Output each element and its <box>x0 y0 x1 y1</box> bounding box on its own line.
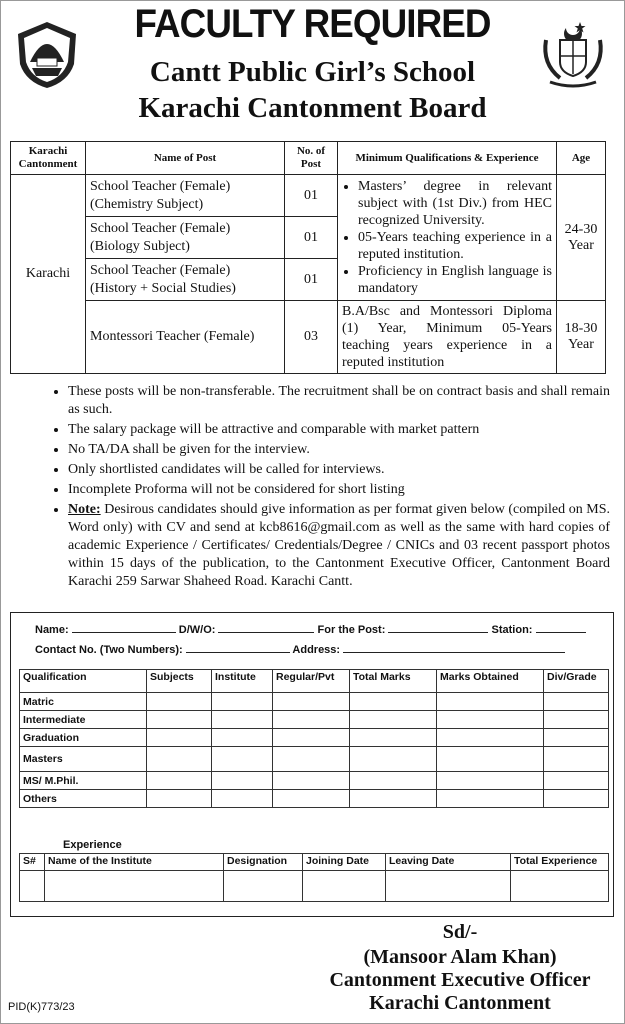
form-cell[interactable] <box>350 693 437 711</box>
exp-col-header: Designation <box>224 854 303 871</box>
form-cell[interactable] <box>350 772 437 790</box>
name-field[interactable] <box>72 621 176 633</box>
location-cell: Karachi <box>11 175 86 374</box>
note-item: • No TA/DA shall be given for the interview. <box>68 441 610 459</box>
table-row <box>20 772 609 790</box>
form-cell[interactable] <box>273 790 350 808</box>
note-label: Note: <box>68 502 101 517</box>
experience-title: Experience <box>63 839 122 851</box>
form-cell[interactable] <box>350 729 437 747</box>
col-header-cantonment: Karachi Cantonment <box>11 142 86 175</box>
col-header-count: No. of Post <box>285 142 338 175</box>
pid-number: PID(K)773/23 <box>8 1001 75 1013</box>
qual-row-label: Matric <box>20 693 147 711</box>
qual-col-header: Regular/Pvt <box>273 670 350 693</box>
age-cell: 24-30 Year <box>557 175 606 301</box>
dwo-field[interactable] <box>218 621 314 633</box>
exp-col-header: Name of the Institute <box>45 854 224 871</box>
form-cell[interactable] <box>147 790 212 808</box>
address-label: Address: <box>292 644 341 656</box>
form-cell[interactable] <box>386 871 511 902</box>
form-cell[interactable] <box>350 747 437 772</box>
note-item: • Incomplete Proforma will not be considered for short listing <box>68 481 610 499</box>
form-cell[interactable] <box>147 693 212 711</box>
col-header-qualifications: Minimum Qualifications & Experience <box>338 142 557 175</box>
form-cell[interactable] <box>437 729 544 747</box>
board-name: Karachi Cantonment Board <box>138 92 487 124</box>
age-cell: 18-30 Year <box>557 301 606 374</box>
form-cell[interactable] <box>350 711 437 729</box>
form-cell[interactable] <box>20 871 45 902</box>
qual-row-label: Graduation <box>20 729 147 747</box>
table-row <box>20 871 609 902</box>
form-cell[interactable] <box>544 747 609 772</box>
form-cell[interactable] <box>544 772 609 790</box>
form-cell[interactable] <box>511 871 609 902</box>
table-row <box>20 693 609 711</box>
post-name: School Teacher (Female) (Biology Subject) <box>86 217 285 259</box>
application-proforma <box>10 612 614 917</box>
form-cell[interactable] <box>437 790 544 808</box>
post-count: 01 <box>285 217 338 259</box>
notes-list <box>22 383 610 593</box>
ad-title: FACULTY REQUIRED <box>134 2 491 46</box>
col-header-age: Age <box>557 142 606 175</box>
qual-col-header: Div/Grade <box>544 670 609 693</box>
note-item: • Only shortlisted candidates will be called for interviews. <box>68 461 610 479</box>
form-cell[interactable] <box>212 729 273 747</box>
note-item: • The salary package will be attractive and comparable with market pattern <box>68 421 610 439</box>
qualification-item: • Proficiency in English language is mandatory <box>358 263 552 297</box>
exp-col-header: S# <box>20 854 45 871</box>
post-field[interactable] <box>388 621 488 633</box>
form-cell[interactable] <box>147 711 212 729</box>
signature-sd: Sd/- <box>442 921 478 943</box>
form-cell[interactable] <box>350 790 437 808</box>
qual-col-header: Total Marks <box>350 670 437 693</box>
signatory-office: Karachi Cantonment <box>369 992 551 1014</box>
form-cell[interactable] <box>437 693 544 711</box>
form-cell[interactable] <box>224 871 303 902</box>
form-cell[interactable] <box>147 729 212 747</box>
table-row <box>20 747 609 772</box>
form-cell[interactable] <box>544 790 609 808</box>
form-cell[interactable] <box>273 772 350 790</box>
pakistan-state-emblem-icon <box>536 18 610 92</box>
form-cell[interactable] <box>437 747 544 772</box>
col-header-post: Name of Post <box>86 142 285 175</box>
form-cell[interactable] <box>147 747 212 772</box>
qual-row-label: Masters <box>20 747 147 772</box>
table-row <box>20 729 609 747</box>
address-field[interactable] <box>343 641 565 653</box>
form-cell[interactable] <box>437 711 544 729</box>
form-cell[interactable] <box>303 871 386 902</box>
form-cell[interactable] <box>212 693 273 711</box>
table-row <box>11 301 606 374</box>
table-row <box>20 790 609 808</box>
qualifications-cell <box>338 175 557 301</box>
vacancy-table <box>10 141 606 374</box>
experience-table <box>19 853 609 902</box>
school-name: Cantt Public Girl’s School <box>149 56 476 88</box>
contact-label: Contact No. (Two Numbers): <box>35 644 183 656</box>
qual-col-header: Subjects <box>147 670 212 693</box>
note-item: • These posts will be non-transferable. The recruitment shall be on contract basis and shall remain as such. <box>68 383 610 419</box>
qual-row-label: MS/ M.Phil. <box>20 772 147 790</box>
post-count: 01 <box>285 259 338 301</box>
qualification-item: • Masters’ degree in relevant subject with (1st Div.) from HEC recognized University. <box>358 178 552 229</box>
form-cell[interactable] <box>45 871 224 902</box>
montessori-qualification: B.A/Bsc and Montessori Diploma (1) Year, Minimum 05-Years teaching years experience in a reputed institution <box>338 301 557 374</box>
form-cell[interactable] <box>544 693 609 711</box>
table-row <box>20 711 609 729</box>
signatory-title: Cantonment Executive Officer <box>329 969 591 991</box>
contact-field[interactable] <box>186 641 290 653</box>
qual-col-header: Institute <box>212 670 273 693</box>
post-name: School Teacher (Female) (History + Social Studies) <box>86 259 285 301</box>
form-cell[interactable] <box>544 729 609 747</box>
qual-row-label: Intermediate <box>20 711 147 729</box>
qual-row-label: Others <box>20 790 147 808</box>
table-header-row <box>11 142 606 175</box>
post-name: Montessori Teacher (Female) <box>86 301 285 374</box>
qual-header-row <box>20 670 609 693</box>
form-cell[interactable] <box>437 772 544 790</box>
note-item <box>68 501 610 591</box>
form-cell[interactable] <box>544 711 609 729</box>
cantonment-board-emblem-icon <box>10 18 84 92</box>
post-count: 01 <box>285 175 338 217</box>
exp-col-header: Total Experience <box>511 854 609 871</box>
form-cell[interactable] <box>212 772 273 790</box>
post-label: For the Post: <box>317 624 386 636</box>
signatory-name: (Mansoor Alam Khan) <box>363 946 557 968</box>
form-cell[interactable] <box>147 772 212 790</box>
note-text: Desirous candidates should give information as per format given below (compiled on MS. Word only) with CV and send at kcb8616@gmail.com as well as the same with hard copies of academic Experience / Certificates/ Credentials/Degree / CNICs and 03 recent passport photos within 15 days of the publication, to the Cantonment Executive Officer, Cantonment Board Karachi 259 Sarwar Shaheed Road. Karachi Cantt. <box>68 502 610 589</box>
qualification-item: • 05-Years teaching experience in a reputed institution. <box>358 229 552 263</box>
form-cell[interactable] <box>273 693 350 711</box>
qual-col-header: Qualification <box>20 670 147 693</box>
form-cell[interactable] <box>273 747 350 772</box>
form-cell[interactable] <box>273 711 350 729</box>
form-cell[interactable] <box>212 711 273 729</box>
qualification-table <box>19 669 609 808</box>
post-count: 03 <box>285 301 338 374</box>
form-cell[interactable] <box>273 729 350 747</box>
table-row <box>11 175 606 217</box>
station-label: Station: <box>491 624 533 636</box>
qual-col-header: Marks Obtained <box>437 670 544 693</box>
station-field[interactable] <box>536 621 586 633</box>
exp-col-header: Joining Date <box>303 854 386 871</box>
form-cell[interactable] <box>212 747 273 772</box>
form-cell[interactable] <box>212 790 273 808</box>
post-name: School Teacher (Female) (Chemistry Subject) <box>86 175 285 217</box>
dwo-label: D/W/O: <box>178 624 216 636</box>
exp-header-row <box>20 854 609 871</box>
exp-col-header: Leaving Date <box>386 854 511 871</box>
name-label: Name: <box>35 624 69 636</box>
